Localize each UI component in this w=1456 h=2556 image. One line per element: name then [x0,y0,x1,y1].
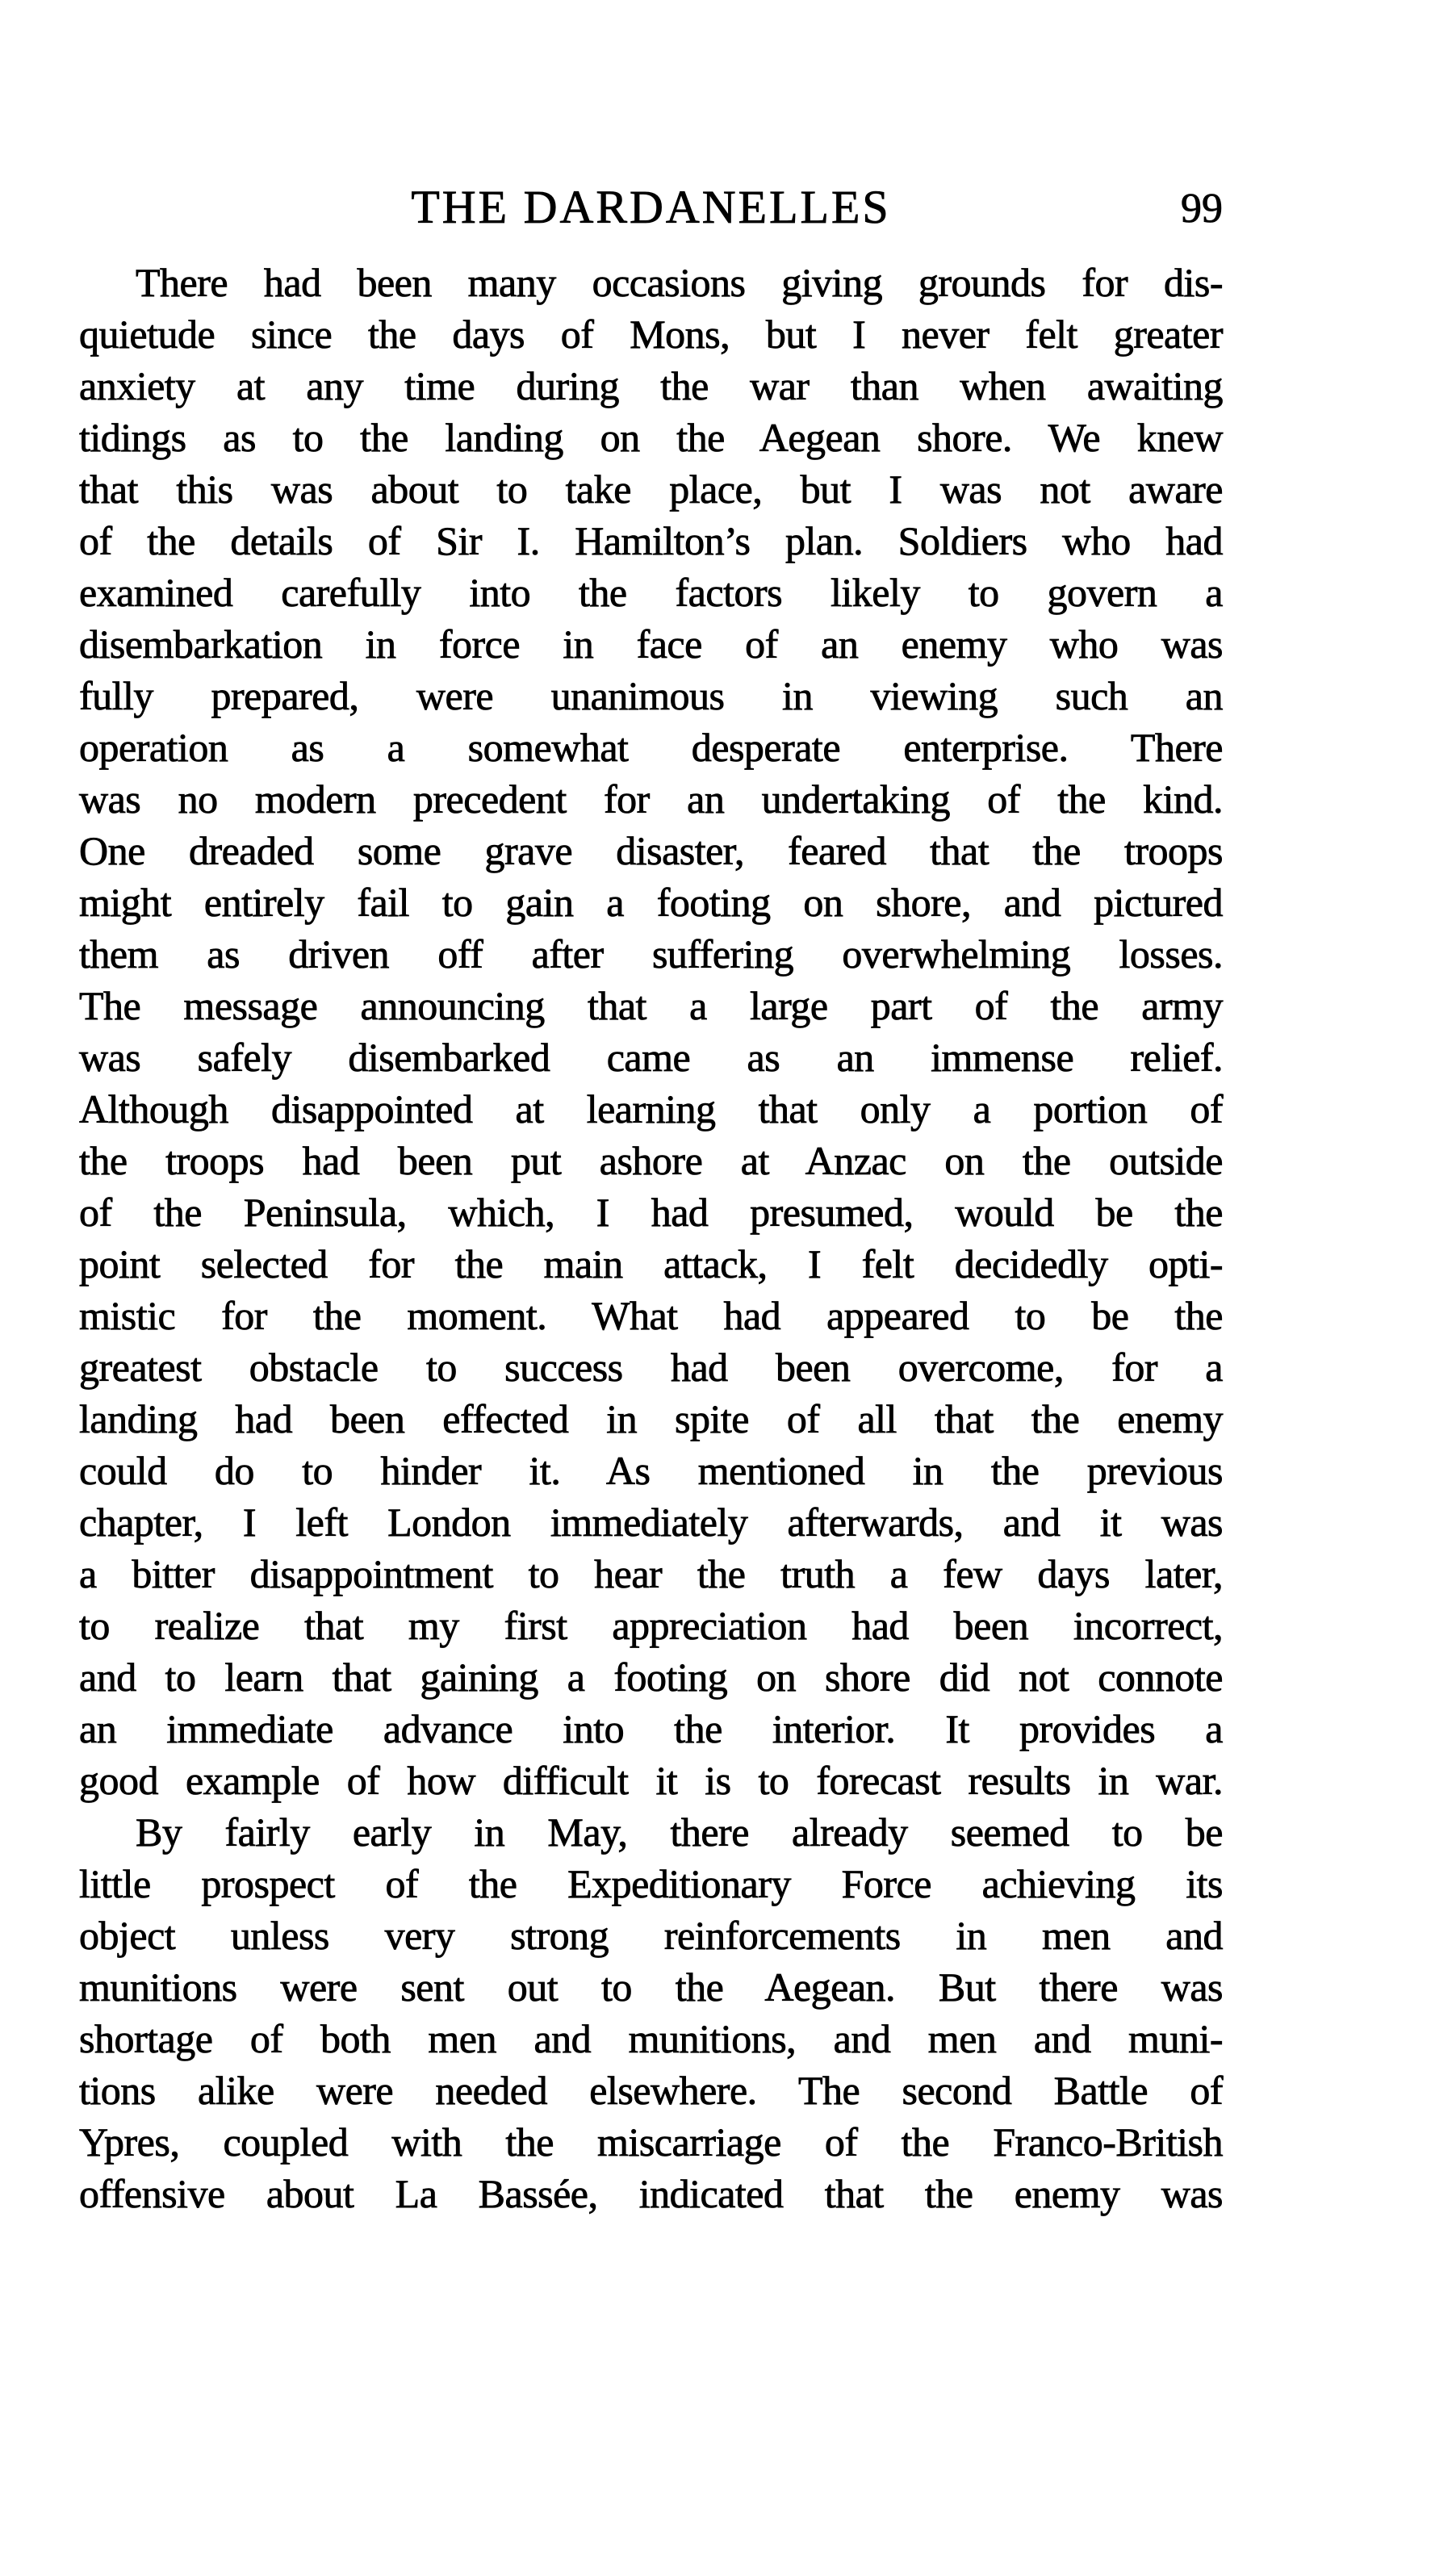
text-line: point selected for the main attack, I felt decidedly opti- [79,1241,1223,1286]
text-line: operation as a somewhat desperate enterprise. There [79,725,1223,770]
page-header [79,179,1223,236]
text-line: them as driven off after suffering overwhelming losses. [79,931,1223,977]
text-line: Although disappointed at learning that only a portion of [79,1086,1223,1132]
text-line: By fairly early in May, there already seemed to be [136,1809,1223,1855]
text-line: munitions were sent out to the Aegean. But there was [79,1964,1223,2010]
text-line: might entirely fail to gain a footing on shore, and pictured [79,880,1223,925]
page-number: 99 [1181,186,1223,232]
text-line: Ypres, coupled with the miscarriage of the Franco-British [79,2119,1223,2165]
text-line: was safely disembarked came as an immense relief. [79,1035,1223,1080]
text-line: offensive about La Bassée, indicated that the enemy was [79,2171,1223,2216]
text-line: tions alike were needed elsewhere. The second Battle of [79,2068,1223,2113]
text-line: There had been many occasions giving grounds for dis- [136,260,1223,305]
text-line: greatest obstacle to success had been overcome, for a [79,1345,1223,1390]
running-title: THE DARDANELLES [411,181,891,233]
text-line: tidings as to the landing on the Aegean shore. We knew [79,415,1223,460]
text-line: quietude since the days of Mons, but I never felt greater [79,312,1223,357]
text-line: disembarkation in force in face of an enemy who was [79,621,1223,667]
text-line: an immediate advance into the interior. It provides a [79,1706,1223,1751]
text-line: the troops had been put ashore at Anzac on the outside [79,1138,1223,1183]
text-line: chapter, I left London immediately afterwards, and it was [79,1500,1223,1545]
text-line: good example of how difficult it is to forecast results in war. [79,1758,1223,1803]
text-line: landing had been effected in spite of all that the enemy [79,1396,1223,1441]
text-line: of the Peninsula, which, I had presumed, would be the [79,1190,1223,1235]
text-line: was no modern precedent for an undertaking of the kind. [79,776,1223,822]
text-line: shortage of both men and munitions, and men and muni- [79,2016,1223,2061]
body-text [79,257,1223,2219]
text-line: a bitter disappointment to hear the truth a few days later, [79,1551,1223,1596]
text-line: could do to hinder it. As mentioned in the previous [79,1448,1223,1493]
text-line: mistic for the moment. What had appeared to be the [79,1293,1223,1338]
text-line: and to learn that gaining a footing on shore did not connote [79,1654,1223,1700]
text-line: object unless very strong reinforcements in men and [79,1913,1223,1958]
text-line: examined carefully into the factors likely to govern a [79,570,1223,615]
text-line: The message announcing that a large part of the army [79,983,1223,1028]
text-line: One dreaded some grave disaster, feared that the troops [79,828,1223,873]
text-line: to realize that my first appreciation had been incorrect, [79,1603,1223,1648]
text-line: of the details of Sir I. Hamilton’s plan. Soldiers who had [79,518,1223,563]
text-line: that this was about to take place, but I was not aware [79,466,1223,512]
text-line: fully prepared, were unanimous in viewing such an [79,673,1223,718]
text-line: anxiety at any time during the war than when awaiting [79,363,1223,408]
text-line: little prospect of the Expeditionary Force achieving its [79,1861,1223,1906]
